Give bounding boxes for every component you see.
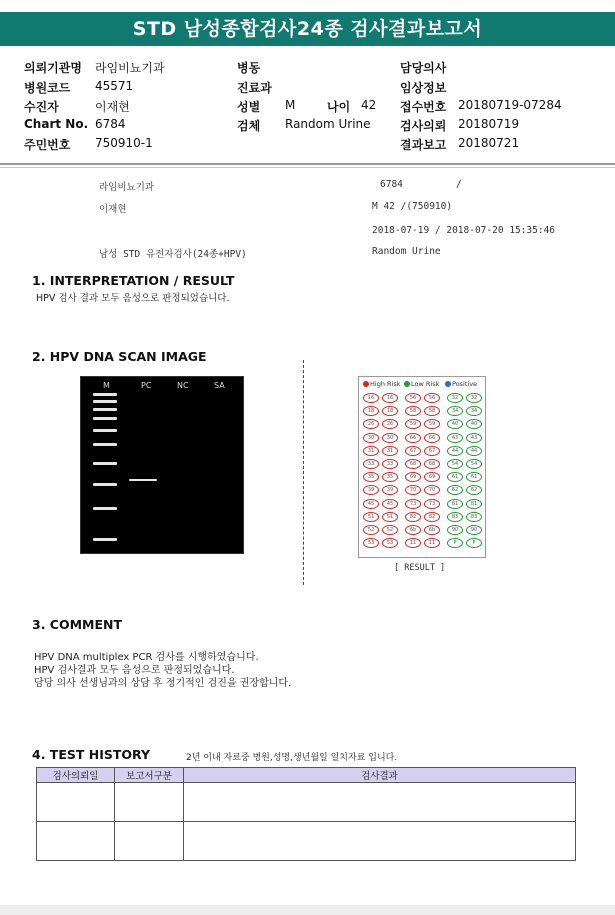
hpv-type-oval: 62 — [466, 485, 482, 495]
header-field-receipt-no: 접수번호 20180719-07284 — [400, 98, 562, 114]
hpv-type-oval: 43 — [466, 433, 482, 443]
legend-high-risk: High Risk — [363, 380, 400, 388]
hpv-type-oval: 81 — [447, 499, 463, 509]
red-dot-icon — [363, 381, 369, 387]
hpv-type-oval: 30 — [382, 433, 398, 443]
hpv-type-oval: 82 — [405, 512, 421, 522]
hpv-type-oval: 32 — [466, 393, 482, 403]
hpv-type-oval: 70 — [405, 485, 421, 495]
hpv-type-oval: 33 — [363, 459, 379, 469]
hpv-type-oval: 52 — [382, 525, 398, 535]
summary-dates: 2018-07-19 / 2018-07-20 15:35:46 — [372, 225, 556, 236]
hpv-type-oval: 40 — [447, 419, 463, 429]
header-field-hospital-code: 병원코드 45571 — [24, 79, 134, 95]
hpv-type-oval: 51 — [363, 512, 379, 522]
legend-low-risk: Low Risk — [404, 380, 439, 388]
hpv-type-oval: 69 — [405, 472, 421, 482]
header-field-clinical-info: 임상정보 — [400, 81, 447, 95]
gel-lane-label: M — [103, 381, 110, 390]
hpv-type-oval: 53 — [382, 538, 398, 548]
hpv-type-oval: 58 — [424, 406, 440, 416]
hpv-type-oval: 52 — [363, 525, 379, 535]
report-title: STD 남성종합검사24종 검사결과보고서 — [0, 12, 615, 46]
comment-line: HPV DNA multiplex PCR 검사를 시행하였습니다. — [34, 652, 259, 663]
hpv-type-oval: 18 — [363, 406, 379, 416]
green-dot-icon — [404, 381, 410, 387]
hpv-result-grid — [358, 376, 486, 558]
hpv-type-oval: 26 — [363, 419, 379, 429]
section-comment-title: 3. COMMENT — [32, 617, 123, 632]
hpv-type-oval: 44 — [447, 446, 463, 456]
marker-band — [93, 483, 117, 486]
hpv-type-oval: P — [466, 538, 482, 548]
hpv-type-oval: 33 — [382, 459, 398, 469]
hpv-type-oval: 18 — [382, 406, 398, 416]
header-field-resident-no: 주민번호 750910-1 — [24, 136, 153, 152]
column-header-request-date: 검사의뢰일 — [37, 768, 115, 783]
hpv-type-oval: 82 — [424, 512, 440, 522]
hpv-type-oval: 44 — [466, 446, 482, 456]
hpv-type-oval: 83 — [466, 512, 482, 522]
hpv-type-oval: 67 — [405, 446, 421, 456]
hpv-type-oval: 43 — [447, 433, 463, 443]
gel-lane-label: NC — [177, 381, 189, 390]
hpv-type-oval: 40 — [466, 419, 482, 429]
hpv-type-oval: 67 — [424, 446, 440, 456]
hpv-type-oval: 83 — [447, 512, 463, 522]
hpv-type-oval: 32 — [447, 393, 463, 403]
summary-patient: 이재현 — [99, 204, 127, 215]
table-cell — [184, 822, 576, 861]
summary-test-name: 남성 STD 유전자검사(24종+HPV) — [99, 249, 247, 260]
marker-band — [93, 393, 117, 396]
header-field-age: 나이 42 — [327, 98, 377, 114]
table-cell — [37, 822, 115, 861]
hpv-type-oval: 90 — [466, 525, 482, 535]
summary-slash: / — [456, 179, 462, 190]
hpv-type-oval: 39 — [363, 485, 379, 495]
hpv-type-oval: 45 — [382, 499, 398, 509]
header-divider — [0, 163, 615, 165]
hpv-type-oval: 11 — [405, 538, 421, 548]
hpv-type-oval: 56 — [424, 393, 440, 403]
header-divider-thin — [0, 167, 615, 168]
hpv-type-oval: 30 — [363, 433, 379, 443]
section-history-title: 4. TEST HISTORY — [32, 747, 151, 762]
blue-dot-icon — [445, 381, 451, 387]
hpv-type-oval: 35 — [382, 472, 398, 482]
comment-line: 담당 의사 선생님과의 상담 후 정기적인 검진을 권장합니다. — [34, 678, 292, 689]
hpv-type-oval: 90 — [447, 525, 463, 535]
header-field-report-date: 결과보고 20180721 — [400, 136, 520, 152]
header-field-doctor: 담당의사 — [400, 61, 447, 75]
comment-line: HPV 검사결과 모두 음성으로 판정되었습니다. — [34, 665, 235, 676]
hpv-type-oval: 61 — [466, 472, 482, 482]
summary-specimen: Random Urine — [372, 246, 441, 257]
header-field-hospital: 의뢰기관명 라임비뇨기과 — [24, 61, 165, 75]
section-scan-image-title: 2. HPV DNA SCAN IMAGE — [32, 349, 207, 364]
result-label: [ RESULT ] — [394, 563, 446, 573]
hpv-type-oval: 54 — [466, 459, 482, 469]
column-header-report-type: 보고서구분 — [115, 768, 184, 783]
marker-band — [93, 408, 117, 411]
header-field-chart-no: Chart No. 6784 — [24, 117, 126, 131]
table-row — [37, 783, 576, 822]
table-cell — [115, 822, 184, 861]
header-field-patient: 수진자 이재현 — [24, 100, 130, 114]
hpv-type-oval: 70 — [424, 485, 440, 495]
hpv-type-oval: 16 — [382, 393, 398, 403]
marker-band — [93, 400, 117, 403]
hpv-type-oval: 58 — [405, 406, 421, 416]
gel-lane-label: SA — [214, 381, 225, 390]
section-interpretation-title: 1. INTERPRETATION / RESULT — [32, 273, 235, 288]
header-field-department: 진료과 — [237, 81, 272, 95]
hpv-type-oval: 34 — [447, 406, 463, 416]
hpv-type-oval: 69 — [424, 472, 440, 482]
hpv-type-oval: 26 — [382, 419, 398, 429]
table-header-row — [37, 768, 576, 783]
marker-band — [93, 429, 117, 432]
hpv-type-oval: 11 — [424, 538, 440, 548]
marker-band — [93, 538, 117, 541]
header-field-specimen: 검체 Random Urine — [237, 117, 371, 133]
table-cell — [184, 783, 576, 822]
image-divider — [303, 360, 304, 585]
summary-chart-no: 6784 — [380, 179, 403, 190]
table-cell — [115, 783, 184, 822]
marker-band — [93, 507, 117, 510]
header-field-ward: 병동 — [237, 61, 261, 75]
hpv-type-oval: 34 — [466, 406, 482, 416]
hpv-type-oval: P — [447, 538, 463, 548]
header-field-request-date: 검사의뢰 20180719 — [400, 117, 520, 133]
marker-band — [93, 462, 117, 465]
table-cell — [37, 783, 115, 822]
header-field-sex: 성별 M — [237, 98, 296, 114]
hpv-type-oval: 6b — [405, 525, 421, 535]
hpv-type-oval: 35 — [363, 472, 379, 482]
marker-band — [93, 417, 117, 420]
hpv-type-oval: 68 — [424, 459, 440, 469]
hpv-type-oval: 6b — [424, 525, 440, 535]
hpv-type-oval: 66 — [424, 433, 440, 443]
hpv-type-oval: 81 — [466, 499, 482, 509]
history-table — [36, 767, 576, 861]
hpv-type-oval: 73 — [405, 499, 421, 509]
hpv-type-oval: 39 — [382, 485, 398, 495]
hpv-type-oval: 51 — [382, 512, 398, 522]
hpv-type-oval: 45 — [363, 499, 379, 509]
history-note: 2년 이내 자료중 병원,성명,생년월일 일치자료 입니다. — [186, 753, 398, 763]
hpv-type-oval: 73 — [424, 499, 440, 509]
legend-positive: Positive — [445, 380, 477, 388]
hpv-type-oval: 62 — [447, 485, 463, 495]
gel-lane-label: PC — [141, 381, 152, 390]
hpv-type-oval: 59 — [424, 419, 440, 429]
hpv-type-oval: 61 — [447, 472, 463, 482]
footer-bar — [0, 905, 615, 915]
hpv-type-oval: 31 — [363, 446, 379, 456]
hpv-type-oval: 59 — [405, 419, 421, 429]
marker-band — [93, 443, 117, 446]
gel-electrophoresis-image — [80, 376, 244, 554]
section-interpretation-text: HPV 검사 결과 모두 음성으로 판정되었습니다. — [36, 293, 230, 304]
hpv-type-oval: 31 — [382, 446, 398, 456]
pc-band — [129, 479, 157, 481]
hpv-type-oval: 53 — [363, 538, 379, 548]
hpv-type-oval: 54 — [447, 459, 463, 469]
summary-hospital: 라임비뇨기과 — [99, 182, 155, 193]
hpv-type-oval: 56 — [405, 393, 421, 403]
summary-sex-age: M 42 /(750910) — [372, 201, 453, 212]
table-row — [37, 822, 576, 861]
hpv-type-oval: 68 — [405, 459, 421, 469]
column-header-result: 검사결과 — [184, 768, 576, 783]
hpv-type-oval: 16 — [363, 393, 379, 403]
hpv-type-oval: 66 — [405, 433, 421, 443]
